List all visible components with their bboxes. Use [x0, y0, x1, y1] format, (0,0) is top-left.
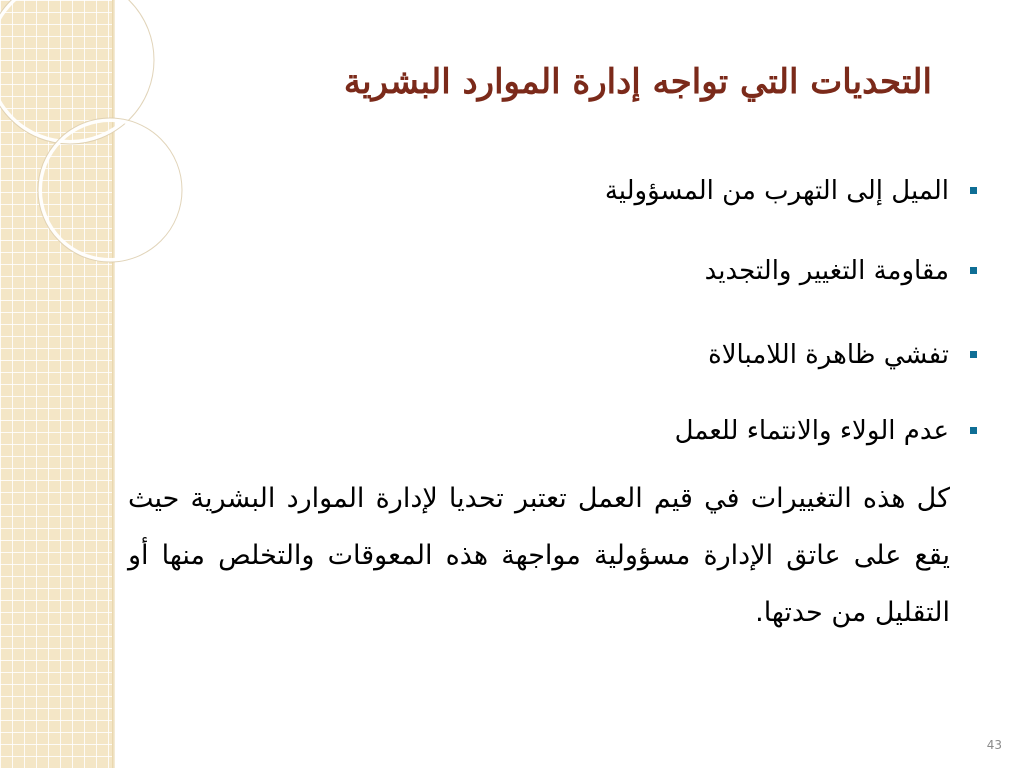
square-bullet-icon: [970, 187, 977, 194]
list-item: [279, 332, 979, 378]
square-bullet-icon: [970, 267, 977, 274]
list-item: [279, 248, 979, 294]
slide-number: 43: [986, 738, 1002, 752]
square-bullet-icon: [970, 427, 977, 434]
bullet-text: مقاومة التغيير والتجديد: [704, 256, 949, 286]
list-item: [279, 168, 979, 214]
bullet-text: تفشي ظاهرة اللامبالاة: [708, 340, 949, 370]
body-paragraph: كل هذه التغييرات في قيم العمل تعتبر تحديا لإدارة الموارد البشرية حيث يقع على عاتق الإدارة مسؤولية مواجهة هذه المعوقات والتخلص منها أو التقليل من حدتها.: [128, 483, 950, 628]
slide-title: التحديات التي تواجه إدارة الموارد البشرية: [343, 62, 932, 102]
list-item: [279, 408, 979, 454]
bullet-list: [279, 168, 979, 454]
decorative-circles: [0, 0, 200, 300]
bullet-text: الميل إلى التهرب من المسؤولية: [604, 176, 949, 206]
square-bullet-icon: [970, 351, 977, 358]
bullet-text: عدم الولاء والانتماء للعمل: [674, 416, 949, 446]
